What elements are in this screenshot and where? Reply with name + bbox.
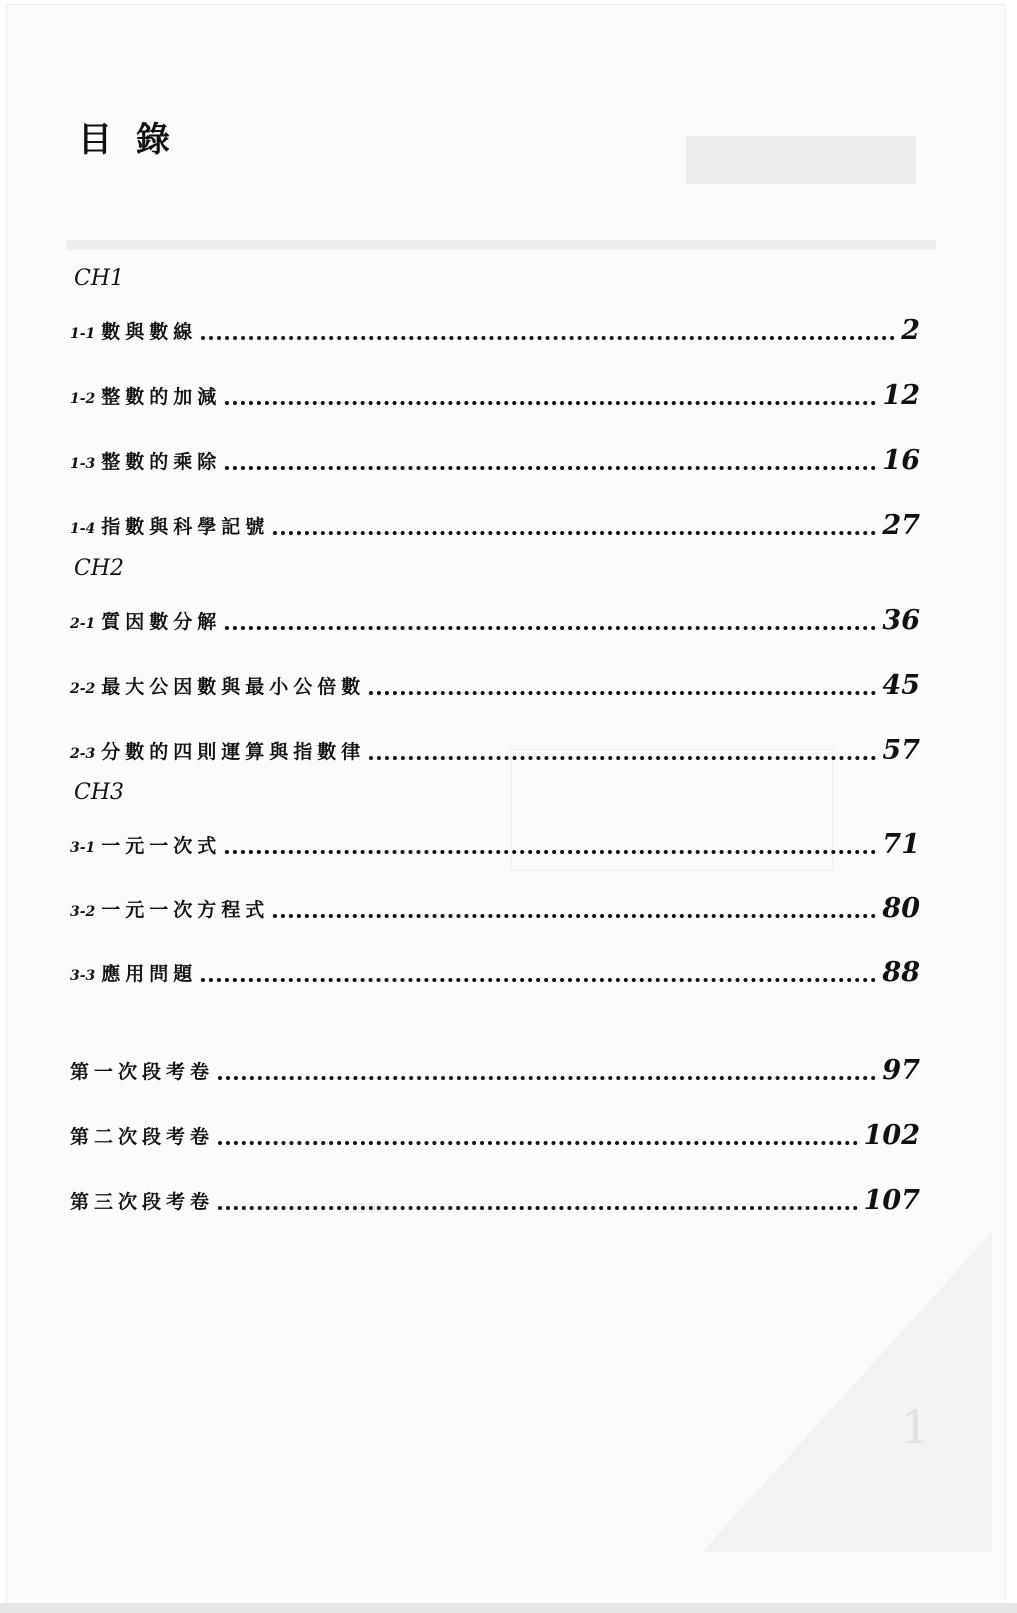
toc-entry[interactable] (70, 726, 920, 766)
section-number: 3-1 (70, 840, 96, 856)
toc-entry[interactable] (70, 306, 920, 346)
page-ref: 71 (882, 829, 920, 860)
leader-dots (201, 335, 895, 340)
toc-entry-exam[interactable] (70, 1046, 920, 1086)
section-number: 2-3 (70, 746, 96, 762)
chapter-heading: CH1 (74, 266, 125, 291)
leader-dots (218, 1205, 858, 1210)
page-ref: 88 (882, 957, 920, 988)
page-number: 1 (900, 1400, 930, 1454)
toc-entry[interactable] (70, 948, 920, 988)
leader-dots (218, 1140, 858, 1145)
section-number: 1-3 (70, 456, 96, 472)
section-number: 3-2 (70, 904, 96, 920)
toc-entry-exam[interactable] (70, 1111, 920, 1151)
section-title: 最大公因數與最小公倍數 (101, 676, 366, 698)
section-number: 1-1 (70, 326, 96, 342)
document-page (6, 4, 1006, 1604)
section-number: 1-4 (70, 521, 96, 537)
page-ref: 57 (882, 735, 920, 766)
leader-dots (225, 625, 876, 630)
section-number: 2-2 (70, 681, 96, 697)
leader-dots (218, 1075, 876, 1080)
leader-dots (225, 400, 876, 405)
section-title: 一元一次方程式 (101, 899, 270, 921)
toc-title: 目 錄 (78, 120, 176, 160)
toc-entry[interactable] (70, 820, 920, 860)
section-number: 3-3 (70, 968, 96, 984)
chapter-heading: CH3 (74, 780, 125, 805)
folded-corner (702, 1232, 992, 1552)
page-ref: 97 (882, 1055, 920, 1086)
section-title: 應用問題 (101, 963, 198, 985)
exam-title: 第二次段考卷 (70, 1126, 215, 1148)
page-ref: 45 (882, 670, 920, 701)
section-title: 分數的四則運算與指數律 (101, 741, 366, 763)
leader-dots (273, 913, 876, 918)
toc-entry[interactable] (70, 501, 920, 541)
page-ref: 12 (882, 380, 920, 411)
bleed-through-bar (66, 240, 936, 250)
toc-entry[interactable] (70, 436, 920, 476)
bleed-through-heading (686, 136, 916, 184)
page-ref: 16 (882, 445, 920, 476)
toc-entry[interactable] (70, 661, 920, 701)
toc-entry[interactable] (70, 596, 920, 636)
page-ref: 36 (882, 605, 920, 636)
leader-dots (201, 977, 876, 982)
page-ref: 2 (901, 315, 920, 346)
scan-edge (0, 1603, 1017, 1613)
section-number: 2-1 (70, 616, 96, 632)
leader-dots (369, 755, 876, 760)
section-title: 指數與科學記號 (101, 516, 270, 538)
section-number: 1-2 (70, 391, 96, 407)
leader-dots (369, 690, 876, 695)
toc-entry[interactable] (70, 371, 920, 411)
toc-entry-exam[interactable] (70, 1176, 920, 1216)
leader-dots (225, 849, 876, 854)
section-title: 整數的加減 (101, 386, 222, 408)
section-title: 質因數分解 (101, 611, 222, 633)
page-ref: 107 (863, 1185, 920, 1216)
leader-dots (225, 465, 876, 470)
exam-title: 第一次段考卷 (70, 1061, 215, 1083)
section-title: 數與數線 (101, 321, 198, 343)
chapter-heading: CH2 (74, 556, 125, 581)
page-ref: 80 (882, 893, 920, 924)
page-ref: 27 (882, 510, 920, 541)
page-ref: 102 (863, 1120, 920, 1151)
section-title: 一元一次式 (101, 835, 222, 857)
section-title: 整數的乘除 (101, 451, 222, 473)
toc-entry[interactable] (70, 884, 920, 924)
exam-title: 第三次段考卷 (70, 1191, 215, 1213)
leader-dots (273, 530, 876, 535)
